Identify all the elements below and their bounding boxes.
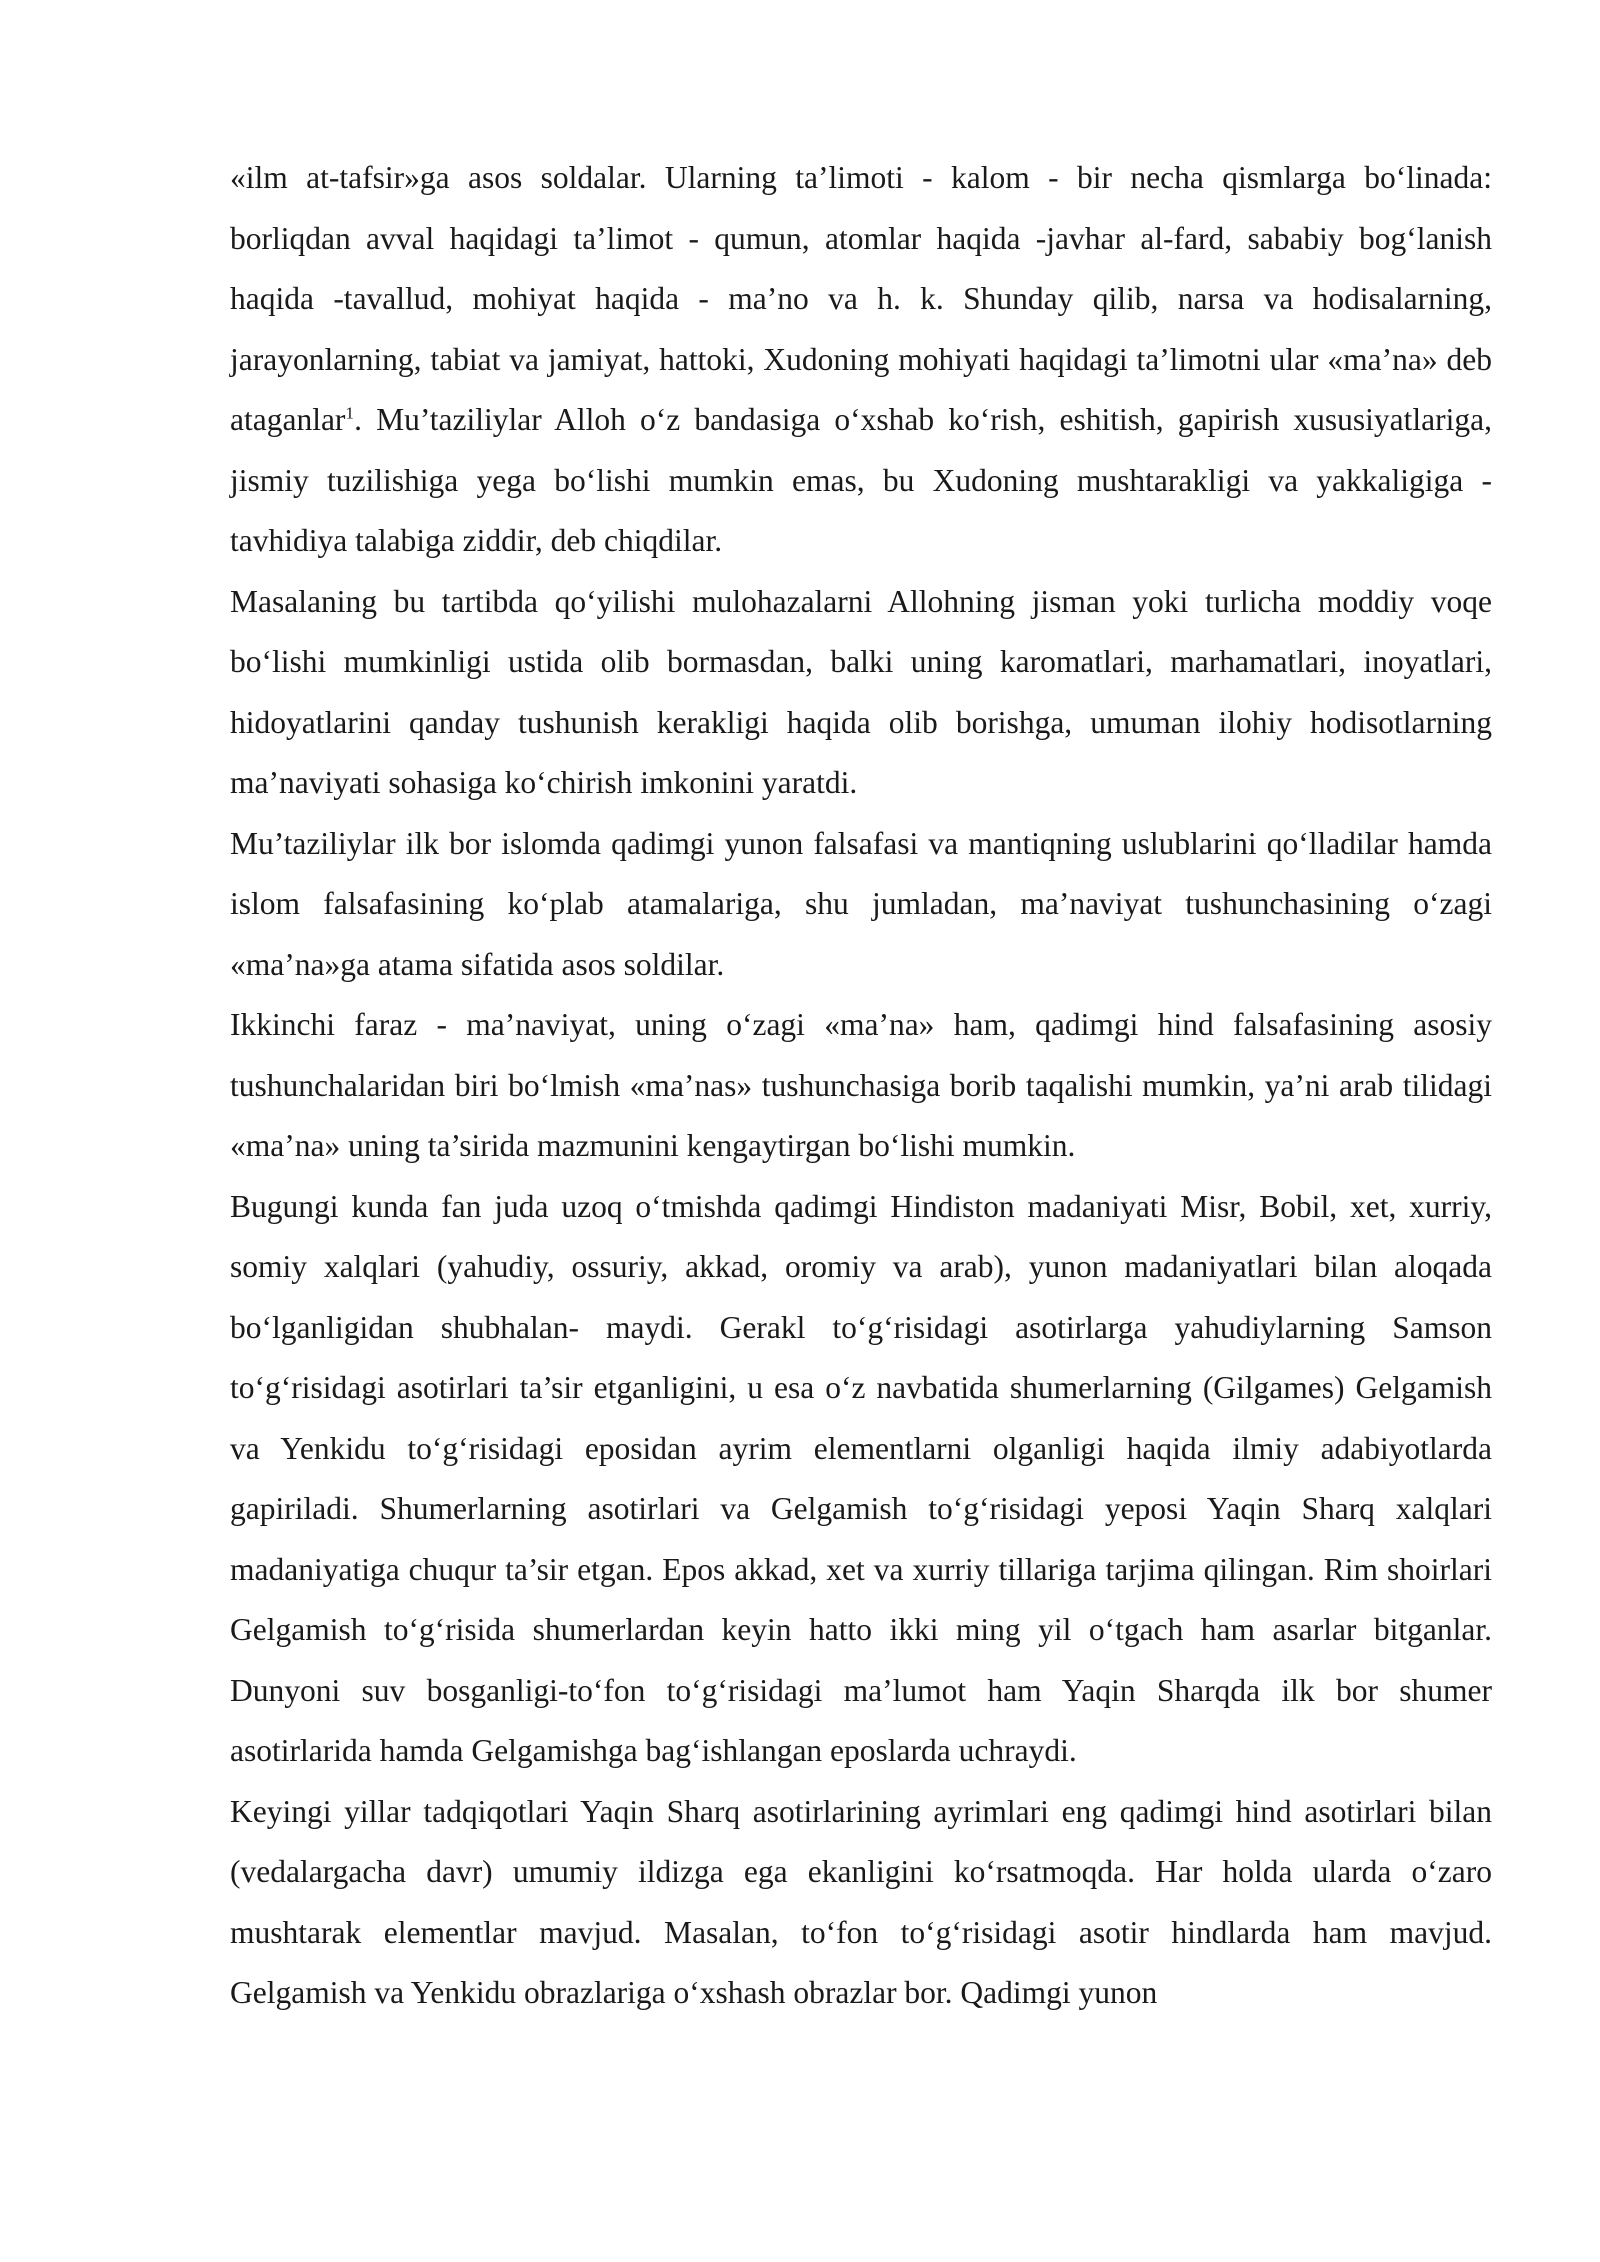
paragraph-4: Ikkinchi faraz - ma’naviyat, uning o‘zagi «ma’na» ham, qadimgi hind falsafasining asosiy tushunchalaridan biri bo‘lmish «ma’nas» tushunchasiga borib taqalishi mumkin, ya’ni arab tilidagi «ma’na» uning ta’sirida mazmunini kengaytirgan bo‘lishi mumkin. bbox=[230, 1007, 1492, 1163]
paragraph-1 bbox=[230, 148, 1492, 572]
paragraph-1-text: «ilm at-tafsir»ga asos soldalar. Ularning ta’limoti - kalom - bir necha qismlarga bo‘linada: borliqdan avval haqidagi ta’limot - qumun, atomlar haqida -javhar al-fard, sababiy bog‘lanish haqida -tavallud, mohiyat haqida - ma’no va h. k. Shunday qilib, narsa va hodisalarning, jarayonlarning, tabiat va jamiyat, hattoki, Xudoning mohiyati haqidagi ta’limotni ular «ma’na» deb ataganlar bbox=[230, 160, 1492, 437]
paragraph-2: Masalaning bu tartibda qo‘yilishi mulohazalarni Allohning jisman yoki turlicha moddiy voqe bo‘lishi mumkinligi ustida olib bormasdan, balki uning karomatlari, marhamatlari, inoyatlari, hidoyatlarini qanday tushunish kerakligi haqida olib borishga, umuman ilohiy hodisotlarning ma’naviyati sohasiga ko‘chirish imkonini yaratdi. bbox=[230, 583, 1492, 800]
footnote-reference[interactable]: 1 bbox=[345, 403, 355, 423]
paragraph-1-continuation: . Mu’taziliylar Alloh o‘z bandasiga o‘xshab ko‘rish, eshitish, gapirish xususiyatlariga, jismiy tuzilishiga yega bo‘lishi mumkin emas, bu Xudoning mushtarakligi va yakkaligiga - tavhidiya talabiga ziddir, deb chiqdilar. bbox=[230, 402, 1492, 558]
paragraph-6: Keyingi yillar tadqiqotlari Yaqin Sharq asotirlarining ayrimlari eng qadimgi hind asotirlari bilan (vedalargacha davr) umumiy ildizga ega ekanligini ko‘rsatmoqda. Har holda ularda o‘zaro mushtarak elementlar mavjud. Masalan, to‘fon to‘g‘risidagi asotir hindlarda ham mavjud. Gelgamish va Yenkidu obrazlariga o‘xshash obrazlar bor. Qadimgi yunon bbox=[230, 1793, 1492, 2010]
paragraph-3: Mu’taziliylar ilk bor islomda qadimgi yunon falsafasi va mantiqning uslublarini qo‘lladilar hamda islom falsafasining ko‘plab atamalariga, shu jumladan, ma’naviyat tushunchasining o‘zagi «ma’na»ga atama sifatida asos soldilar. bbox=[230, 825, 1492, 982]
document-page bbox=[230, 148, 1492, 2024]
paragraph-5: Bugungi kunda fan juda uzoq o‘tmishda qadimgi Hindiston madaniyati Misr, Bobil, xet, xurriy, somiy xalqlari (yahudiy, ossuriy, akkad, oromiy va arab), yunon madaniyatlari bilan aloqada bo‘lganligidan shubhalan- maydi. Gerakl to‘g‘risidagi asotirlarga yahudiylarning Samson to‘g‘risidagi asotirlari ta’sir etganligini, u esa o‘z navbatida shumerlarning (Gilgames) Gelgamish va Yenkidu to‘g‘risidagi eposidan ayrim elementlarni olganligi haqida ilmiy adabiyotlarda gapiriladi. Shumerlarning asotirlari va Gelgamish to‘g‘risidagi yeposi Yaqin Sharq xalqlari madaniyatiga chuqur ta’sir etgan. Epos akkad, xet va xurriy tillariga tarjima qilingan. Rim shoirlari Gelgamish to‘g‘risida shumerlardan keyin hatto ikki ming yil o‘tgach ham asarlar bitganlar. Dunyoni suv bosganligi-to‘fon to‘g‘risidagi ma’lumot ham Yaqin Sharqda ilk bor shumer asotirlarida hamda Gelgamishga bag‘ishlangan eposlarda uchraydi. bbox=[230, 1188, 1492, 1768]
